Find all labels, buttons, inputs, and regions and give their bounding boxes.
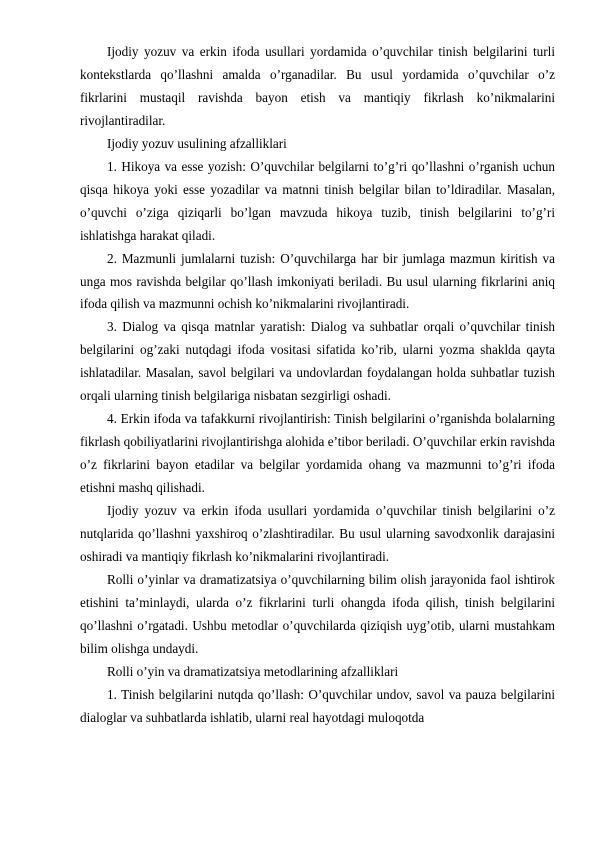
paragraph-summary: Ijodiy yozuv va erkin ifoda usullari yordamida o’quvchilar tinish belgilarini o’z nutqlarida qo’llashni yaxshiroq o’zlashtiradilar. Bu usul ularning savodxonlik darajasini oshiradi va mantiqiy fikrlash ko’nikmalarini rivojlantiradi. bbox=[80, 503, 555, 564]
paragraph-role-play: Rolli o’yinlar va dramatizatsiya o’quvchilarning bilim olish jarayonida faol ishtirok etishini ta’minlaydi, ularda o’z fikrlarini turli ohangda ifoda qilish, tinish belgilarini qo’llashni o’rgatadi. Ushbu metodlar o’quvchilarda qiziqish uyg’otib, ularni mustahkam bilim olishga undaydi. bbox=[80, 571, 555, 656]
paragraph-intro: Ijodiy yozuv va erkin ifoda usullari yordamida o’quvchilar tinish belgilarini turli kontekstlarda qo’llashni amalda o’rganadilar. Bu usul yordamida o’quvchilar o’z fikrlarini mustaqil ravishda bayon etish va mantiqiy fikrlash ko’nikmalarini rivojlantiradilar. bbox=[80, 44, 555, 128]
list-item-1: 1. Hikoya va esse yozish: O’quvchilar belgilarni to’g’ri qo’llashni o’rganish uchun qisqa hikoya yoki esse yozadilar va matnni tinish belgilar bilan to’ldiradilar. Masalan, o’quvchi o’ziga qiziqarli bo’lgan mavzuda hikoya tuzib, tinish belgilarini to’g’ri ishlatishga harakat qiladi. bbox=[80, 158, 555, 243]
list-item-4: 4. Erkin ifoda va tafakkurni rivojlantirish: Tinish belgilarini o’rganishda bolalarning fikrlash qobiliyatlarini rivojlantirishga alohida e’tibor beriladi. O’quvchilar erkin ravishda o’z fikrlarini bayon etadilar va belgilar yordamida ohang va mazmunni to’g’ri ifoda etishni mashq qilishadi. bbox=[80, 411, 555, 496]
section-heading-role-play: Rolli o’yin va dramatizatsiya metodlarining afzalliklari bbox=[107, 663, 399, 679]
body-text bbox=[80, 41, 555, 730]
list-item-3: 3. Dialog va qisqa matnlar yaratish: Dialog va suhbatlar orqali o’quvchilar tinish belgilarini og’zaki nutqdagi ifoda vositasi sifatida ko’rib, ularni yozma shaklda qayta ishlatadilar. Masalan, savol belgilari va undovlardan foydalangan holda suhbatlar tuzish orqali ularning tinish belgilariga nisbatan sezgirligi oshadi. bbox=[80, 319, 555, 404]
list-item-2: 2. Mazmunli jumlalarni tuzish: O’quvchilarga har bir jumlaga mazmun kiritish va unga mos ravishda belgilar qo’llash imkoniyati beriladi. Bu usul ularning fikrlarini aniq ifoda qilish va mazmunni ochish ko’nikmalarini rivojlantiradi. bbox=[80, 250, 555, 312]
list-item-1-role-play: 1. Tinish belgilarini nutqda qo’llash: O’quvchilar undov, savol va pauza belgilarini dialoglar va suhbatlarda ishlatib, ularni real hayotdagi muloqotda bbox=[80, 686, 555, 725]
section-heading-creative-writing: Ijodiy yozuv usulining afzalliklari bbox=[107, 135, 287, 151]
